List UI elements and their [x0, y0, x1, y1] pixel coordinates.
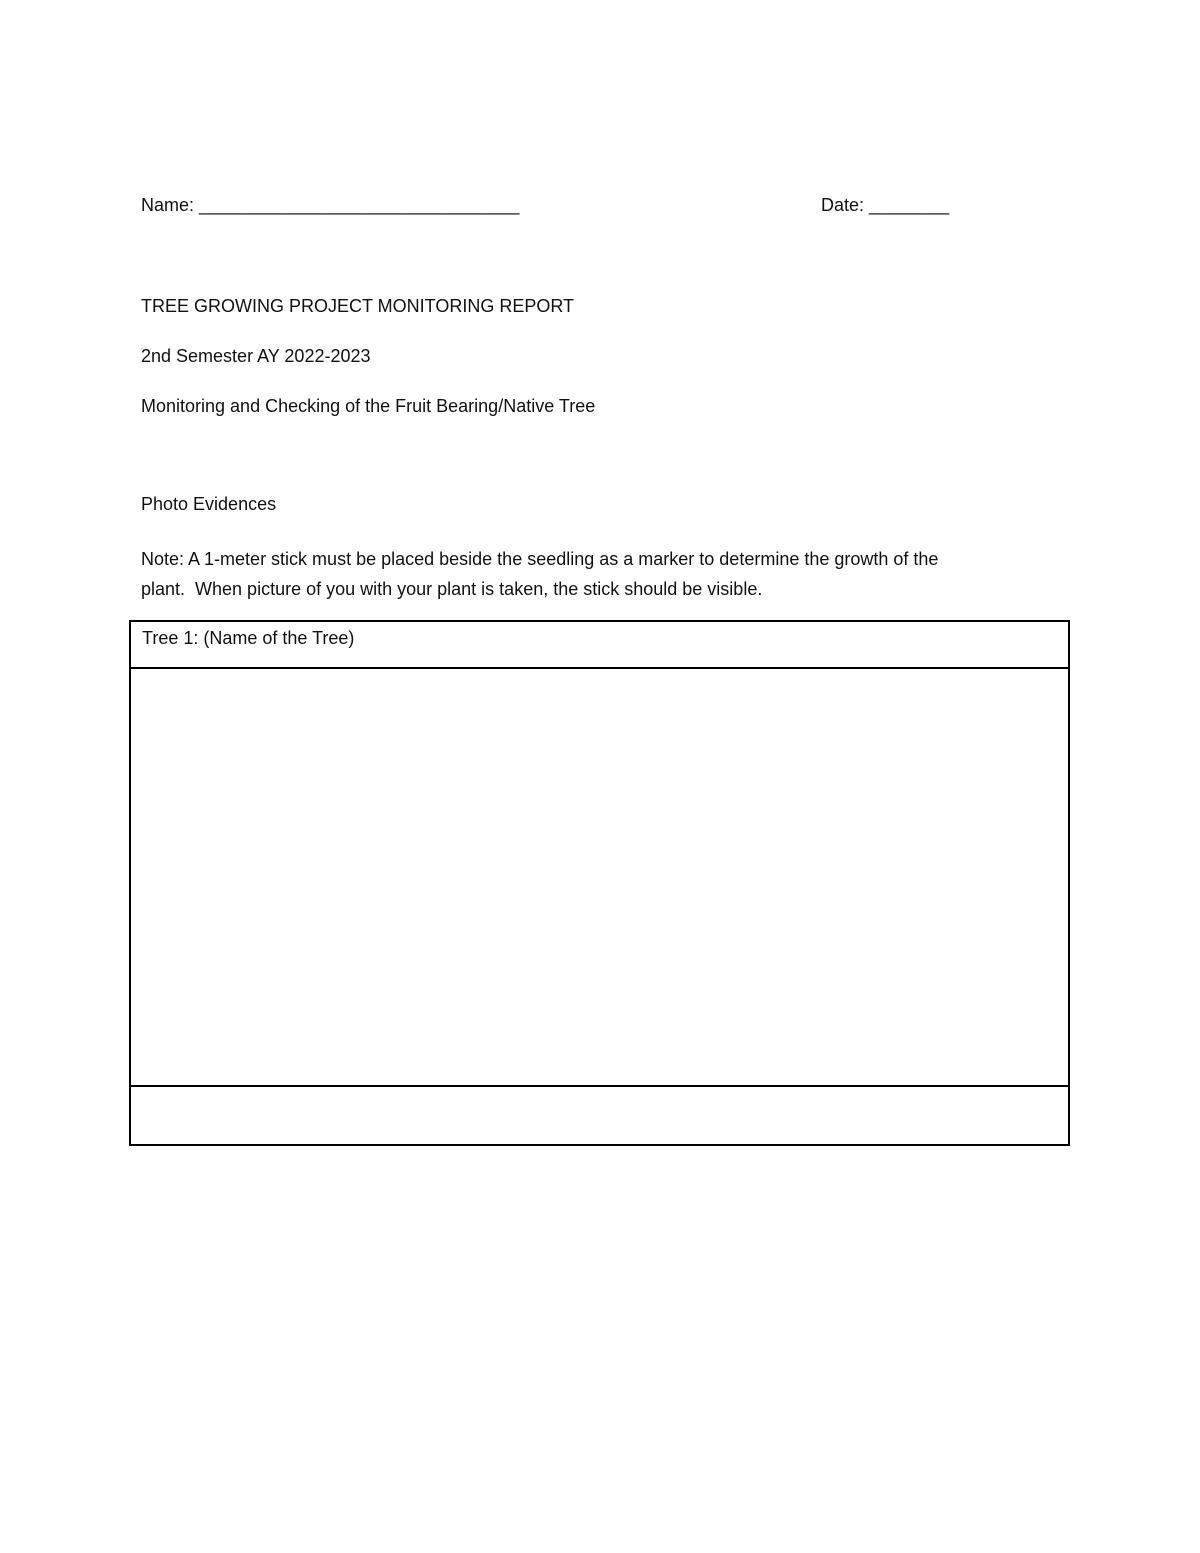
name-field-label[interactable]: Name: ________________________________: [141, 195, 520, 215]
tree-name-cell[interactable]: Tree 1: (Name of the Tree): [131, 622, 1068, 669]
photo-evidences-heading: Photo Evidences: [141, 494, 277, 514]
note-line-2: plant. When picture of you with your plant is taken, the stick should be visible.: [141, 579, 763, 599]
note-paragraph: [141, 544, 1041, 604]
photo-cell[interactable]: [131, 669, 1068, 1087]
tree-evidence-table: [129, 620, 1070, 1146]
report-title: TREE GROWING PROJECT MONITORING REPORT: [141, 296, 575, 316]
monitoring-subtitle: Monitoring and Checking of the Fruit Bearing/Native Tree: [141, 396, 596, 416]
caption-cell[interactable]: [131, 1087, 1068, 1144]
note-line-1: Note: A 1-meter stick must be placed beside the seedling as a marker to determine the growth of the: [141, 549, 939, 569]
date-field-label[interactable]: Date: ________: [821, 195, 950, 215]
semester-text: 2nd Semester AY 2022-2023: [141, 346, 371, 366]
